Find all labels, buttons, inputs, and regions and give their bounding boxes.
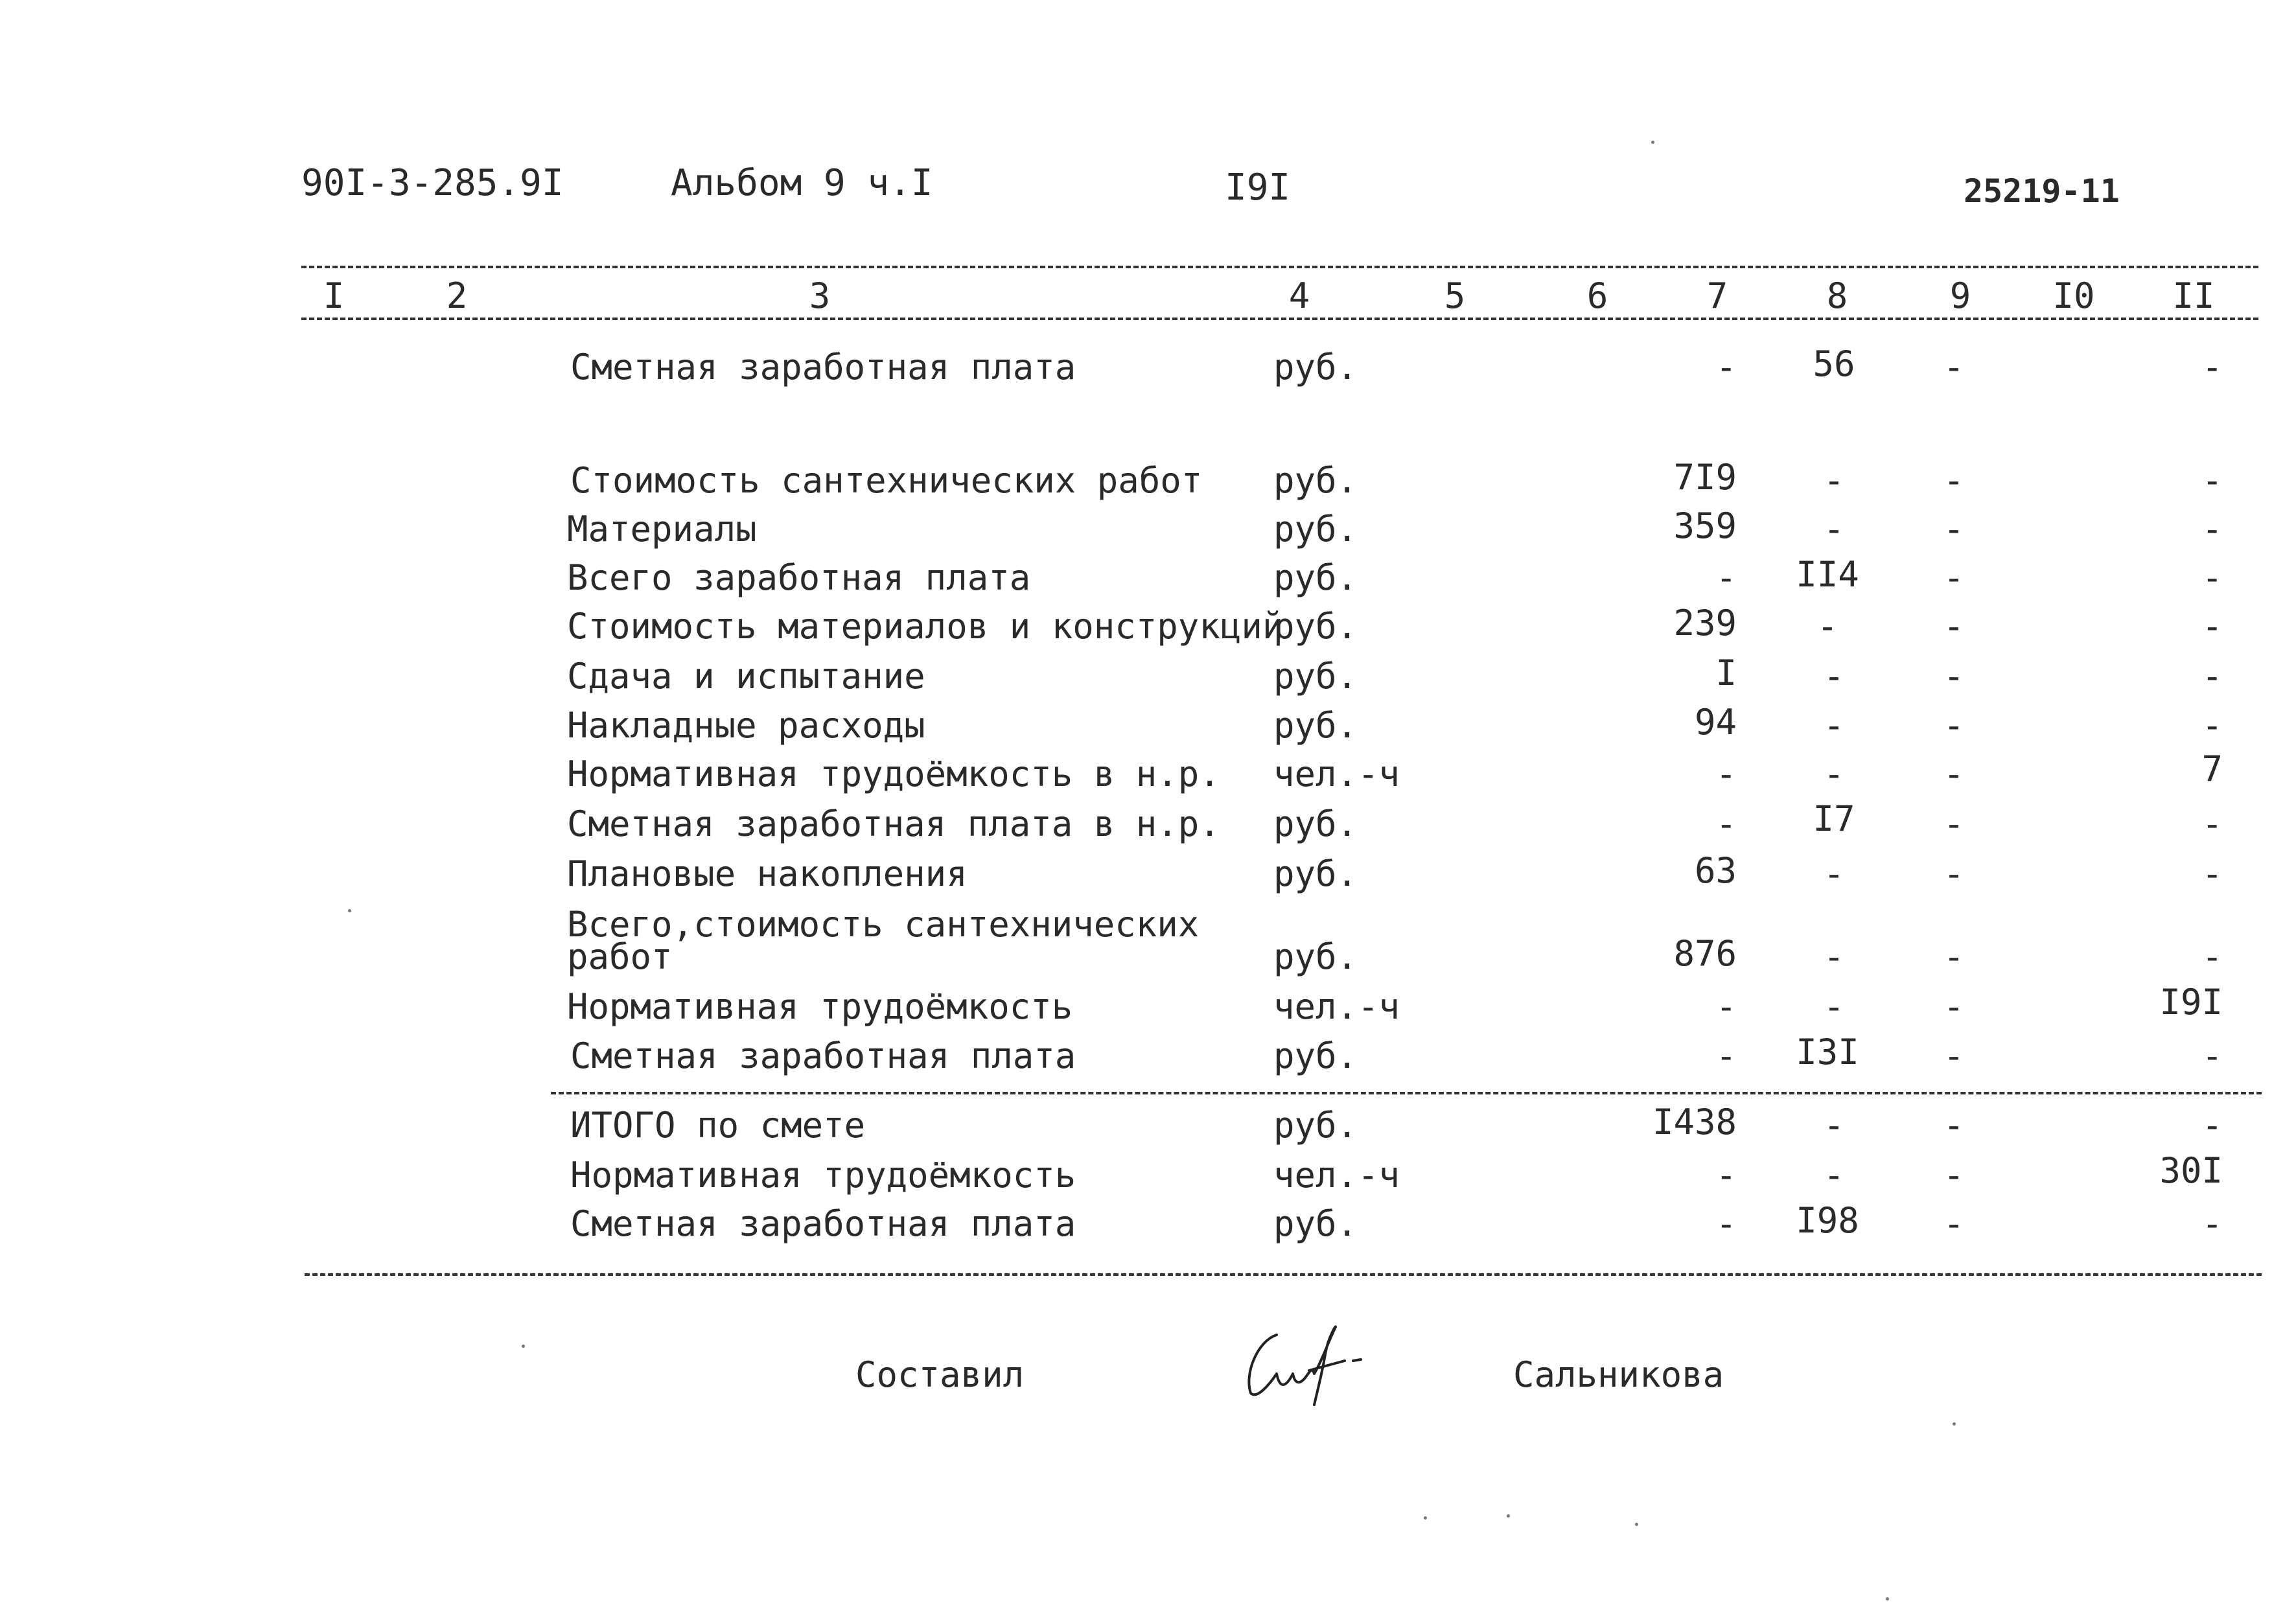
album-label: Альбом 9 ч.I [671,162,933,204]
totals-col8: I98 [1796,1200,1859,1241]
totals-unit: чел.-ч [1273,1155,1400,1196]
row-col11: - [2201,936,2223,977]
scan-speck [348,909,351,912]
scan-speck [1635,1523,1638,1526]
row-col11: - [2201,509,2223,549]
row-name-line2: работ [567,936,673,977]
row-col11: - [2201,656,2223,697]
row-name: Сдача и испытание [567,656,925,697]
totals-col8: - [1823,1105,1845,1146]
row-col8: - [1823,460,1845,501]
scan-speck [1507,1514,1510,1518]
row-unit: чел.-ч [1273,754,1400,794]
row-col7: - [1715,754,1737,794]
scan-speck [522,1345,525,1348]
row-name: Плановые накопления [567,853,968,894]
row-col9: - [1943,509,1965,549]
row-unit: руб. [1273,804,1358,844]
row-col9: - [1943,804,1965,844]
totals-col9: - [1943,1105,1965,1146]
row-unit: руб. [1273,347,1358,387]
table-bottom-rule [305,1273,2262,1276]
row-unit: чел.-ч [1273,986,1400,1027]
row-col8: - [1823,705,1845,746]
scan-speck [1953,1422,1956,1426]
row-col9: - [1943,1035,1965,1076]
row-name-line1: Всего,стоимость сантехнических [567,904,1200,945]
header-rule-bottom [301,318,2258,320]
col-num-1: I [323,275,345,316]
col-num-8: 8 [1826,275,1848,316]
row-col11: - [2201,853,2223,894]
row-unit: руб. [1273,853,1358,894]
row-col11: 7 [2201,748,2223,789]
totals-col7: - [1715,1155,1737,1196]
totals-name: Сметная заработная плата [570,1203,1076,1244]
scan-speck [1886,1597,1889,1601]
row-col9: - [1943,656,1965,697]
compiled-label: Составил [855,1354,1025,1395]
row-col11: - [2201,557,2223,598]
header-rule-top [301,266,2258,268]
row-name: Всего заработная плата [567,557,1031,598]
row-col9: - [1943,853,1965,894]
row-unit: руб. [1273,656,1358,697]
row-name: Нормативная трудоёмкость [567,986,1073,1027]
row-name: Нормативная трудоёмкость в н.р. [567,754,1220,794]
totals-col11: - [2201,1203,2223,1244]
row-unit: руб. [1273,1035,1358,1076]
row-unit: руб. [1273,936,1358,977]
row-name: Сметная заработная плата [570,347,1076,387]
row-col8: - [1816,606,1838,647]
scan-speck [1424,1516,1427,1520]
row-col9: - [1943,754,1965,794]
row-col8: - [1823,853,1845,894]
totals-separator [551,1092,2262,1094]
row-name: Сметная заработная плата в н.р. [567,804,1220,844]
totals-col7: - [1715,1203,1737,1244]
row-col9: - [1943,986,1965,1027]
totals-col9: - [1943,1203,1965,1244]
row-col7: - [1715,1035,1737,1076]
row-col7: 7I9 [1673,457,1737,498]
row-col8: - [1823,936,1845,977]
col-num-3: 3 [809,275,831,316]
row-col7: - [1715,347,1737,387]
row-col9: - [1943,705,1965,746]
row-col11: - [2201,705,2223,746]
col-num-10: I0 [2052,275,2095,316]
totals-col8: - [1823,1155,1845,1196]
row-name: Стоимость материалов и конструкций [567,606,1284,647]
totals-unit: руб. [1273,1203,1358,1244]
row-col7: 94 [1694,702,1737,743]
scan-speck [1651,141,1654,144]
row-col11: - [2201,1035,2223,1076]
doc-code: 90I-3-285.9I [301,162,564,204]
row-col8: II4 [1796,554,1859,595]
col-num-6: 6 [1586,275,1608,316]
col-num-4: 4 [1288,275,1310,316]
page-number: I9I [1225,167,1291,209]
row-col7: - [1715,804,1737,844]
row-col8: - [1823,509,1845,549]
row-col9: - [1943,460,1965,501]
row-unit: руб. [1273,557,1358,598]
row-col8: - [1823,986,1845,1027]
row-col11: - [2201,460,2223,501]
row-col8: I7 [1813,798,1855,839]
row-unit: руб. [1273,705,1358,746]
totals-col11: 30I [2159,1150,2223,1191]
col-num-5: 5 [1444,275,1466,316]
totals-name: Нормативная трудоёмкость [570,1155,1076,1196]
row-col7: 239 [1673,603,1737,643]
row-col7: 63 [1694,850,1737,891]
row-col8: - [1823,656,1845,697]
row-name: Материалы [567,509,757,549]
row-unit: руб. [1273,460,1358,501]
row-name: Стоимость сантехнических работ [570,460,1203,501]
row-unit: руб. [1273,509,1358,549]
row-col9: - [1943,606,1965,647]
row-name: Сметная заработная плата [570,1035,1076,1076]
row-col11: - [2201,347,2223,387]
compiler-name: Сальникова [1513,1354,1724,1395]
row-col7: I [1715,653,1737,693]
row-col11: I9I [2159,982,2223,1023]
totals-unit: руб. [1273,1105,1358,1146]
col-num-11: II [2172,275,2215,316]
row-col8: 56 [1813,343,1855,384]
totals-col11: - [2201,1105,2223,1146]
row-col7: 359 [1673,505,1737,546]
totals-col9: - [1943,1155,1965,1196]
row-col8: I3I [1796,1032,1859,1072]
row-col11: - [2201,606,2223,647]
row-col9: - [1943,557,1965,598]
totals-col7: I438 [1652,1102,1737,1142]
row-col11: - [2201,804,2223,844]
sheet-id: 25219-11 [1964,172,2120,210]
col-num-9: 9 [1949,275,1971,316]
row-col9: - [1943,347,1965,387]
col-num-7: 7 [1706,275,1728,316]
row-col8: - [1823,754,1845,794]
row-col7: - [1715,986,1737,1027]
row-col7: - [1715,557,1737,598]
totals-name: ИТОГО по смете [570,1105,866,1146]
row-unit: руб. [1273,606,1358,647]
row-col7: 876 [1673,933,1737,974]
signature [1231,1309,1400,1413]
row-name: Накладные расходы [567,705,925,746]
col-num-2: 2 [446,275,468,316]
row-col9: - [1943,936,1965,977]
